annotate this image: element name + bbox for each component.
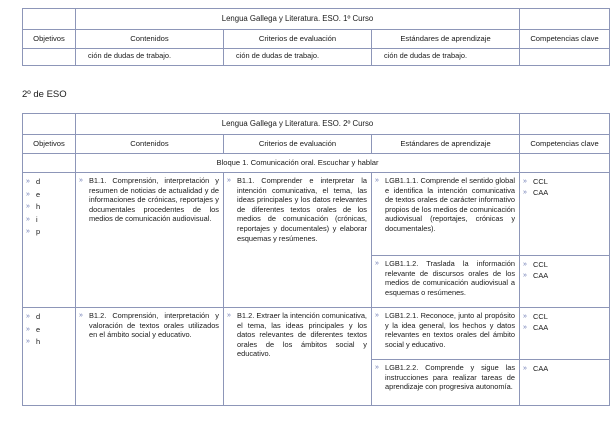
cell-text: ción de dudas de trabajo. [236,51,320,60]
corner-cell [23,114,76,135]
objective-item: » h [26,336,71,349]
corner-cell [520,9,610,30]
block-empty-cell [23,154,76,173]
standard-paragraph [372,308,519,351]
corner-cell [520,114,610,135]
content-text: B1.2. Comprensión, interpretación y valoración de textos orales utilizados en el ámbito social y educativo. [89,311,219,340]
objective-item: » h [26,201,71,214]
competences-list [520,256,609,283]
criteria-text: B1.1. Comprender e interpretar la intención comunicativa, el tema, las ideas principales y los datos relevantes de diferentes textos orales de los medios de comunicación (crónicas, reportajes y documentales) y elaborar esquemas y resúmenes. [237,176,367,243]
objectives-cell [23,308,76,406]
competences-cell [520,256,610,308]
bullet-marker: » [375,312,379,319]
objective-item: » p [26,226,71,239]
cell-text: ción de dudas de trabajo. [88,51,172,60]
competence-item: » CCL [523,259,605,270]
block-title: Bloque 1. Comunicación oral. Escuchar y hablar [76,154,520,173]
block-empty-cell [520,154,610,173]
contents-cell [76,308,224,406]
content-paragraph [76,308,223,342]
competence-item: » CAA [523,363,605,374]
cell-text: ción de dudas de trabajo. [384,51,468,60]
header-criteria: Criterios de evaluación [224,30,372,49]
bullet-marker: » [79,312,83,319]
criteria-cell [224,49,372,66]
objectives-list [23,308,75,351]
content-text: B1.1. Comprensión, interpretación y resumen de noticias de actualidad y de informaciones de crónicas, reportajes y documentales procedentes de los medios de comunicación audiovisual. [89,176,219,224]
standard-text: LGB1.1.1. Comprende el sentido global e identifica la intención comunicativa de textos orales de carácter informativo propios de los medios de comunicación audiovisual (reportajes, crónicas y documentales). [385,176,516,233]
table-title: Lengua Gallega y Literatura. ESO. 2º Curso [76,114,520,135]
second-year-table [22,113,610,406]
objective-item: » e [26,324,71,337]
objectives-list [23,173,75,241]
header-competences: Competencias clave [520,135,610,154]
contents-cell [76,49,224,66]
first-year-table [22,8,610,66]
section-heading: 2º de ESO [22,89,67,100]
bullet-marker: » [227,312,231,319]
header-standards: Estándares de aprendizaje [372,135,520,154]
objective-item: » e [26,189,71,202]
criteria-text: B1.2. Extraer la intención comunicativa, el tema, las ideas principales y los datos relevantes de diferentes textos orales de los ámbitos social y educativo. [237,311,367,359]
header-standards: Estándares de aprendizaje [372,30,520,49]
standards-cell [372,360,520,406]
standard-paragraph [372,173,519,236]
competence-item: » CCL [523,311,605,322]
objective-item: » d [26,311,71,324]
competence-item: » CAA [523,270,605,281]
criteria-paragraph [224,173,371,245]
criteria-paragraph [224,308,371,361]
standards-cell [372,308,520,360]
competences-cell [520,308,610,360]
criteria-cell [224,308,372,406]
header-competences: Competencias clave [520,30,610,49]
header-objectives: Objetivos [23,135,76,154]
standard-text: LGB1.2.1. Reconoce, junto al propósito y la idea general, los hechos y datos relevantes en textos orales del ámbito social y educativo. [385,311,516,349]
bullet-marker: » [79,177,83,184]
competences-list [520,308,609,335]
competence-item: » CCL [523,176,605,187]
corner-cell [23,9,76,30]
header-contents: Contenidos [76,135,224,154]
table-title: Lengua Gallega y Literatura. ESO. 1º Curso [76,9,520,30]
content-paragraph [76,173,223,226]
competences-cell [520,49,610,66]
header-contents: Contenidos [76,30,224,49]
standards-cell [372,256,520,308]
competences-cell [520,173,610,256]
objectives-cell [23,173,76,308]
bullet-marker: » [375,364,379,371]
objective-item: » i [26,214,71,227]
objective-item: » d [26,176,71,189]
standard-text: LGB1.1.2. Traslada la información relevante de discursos orales de los medios de comunicación audiovisual a esquemas o resúmenes. [385,259,516,297]
header-criteria: Criterios de evaluación [224,135,372,154]
competence-item: » CAA [523,322,605,333]
standards-cell [372,173,520,256]
standards-cell [372,49,520,66]
objectives-cell [23,49,76,66]
competences-cell [520,360,610,406]
bullet-marker: » [375,260,379,267]
standard-text: LGB1.2.2. Comprende y sigue las instrucciones para realizar tareas de aprendizaje con progresiva autonomía. [385,363,516,392]
header-objectives: Objetivos [23,30,76,49]
competence-item: » CAA [523,187,605,198]
criteria-cell [224,173,372,308]
bullet-marker: » [375,177,379,184]
competences-list [520,360,609,376]
standard-paragraph [372,360,519,394]
contents-cell [76,173,224,308]
competences-list [520,173,609,200]
bullet-marker: » [227,177,231,184]
standard-paragraph [372,256,519,299]
